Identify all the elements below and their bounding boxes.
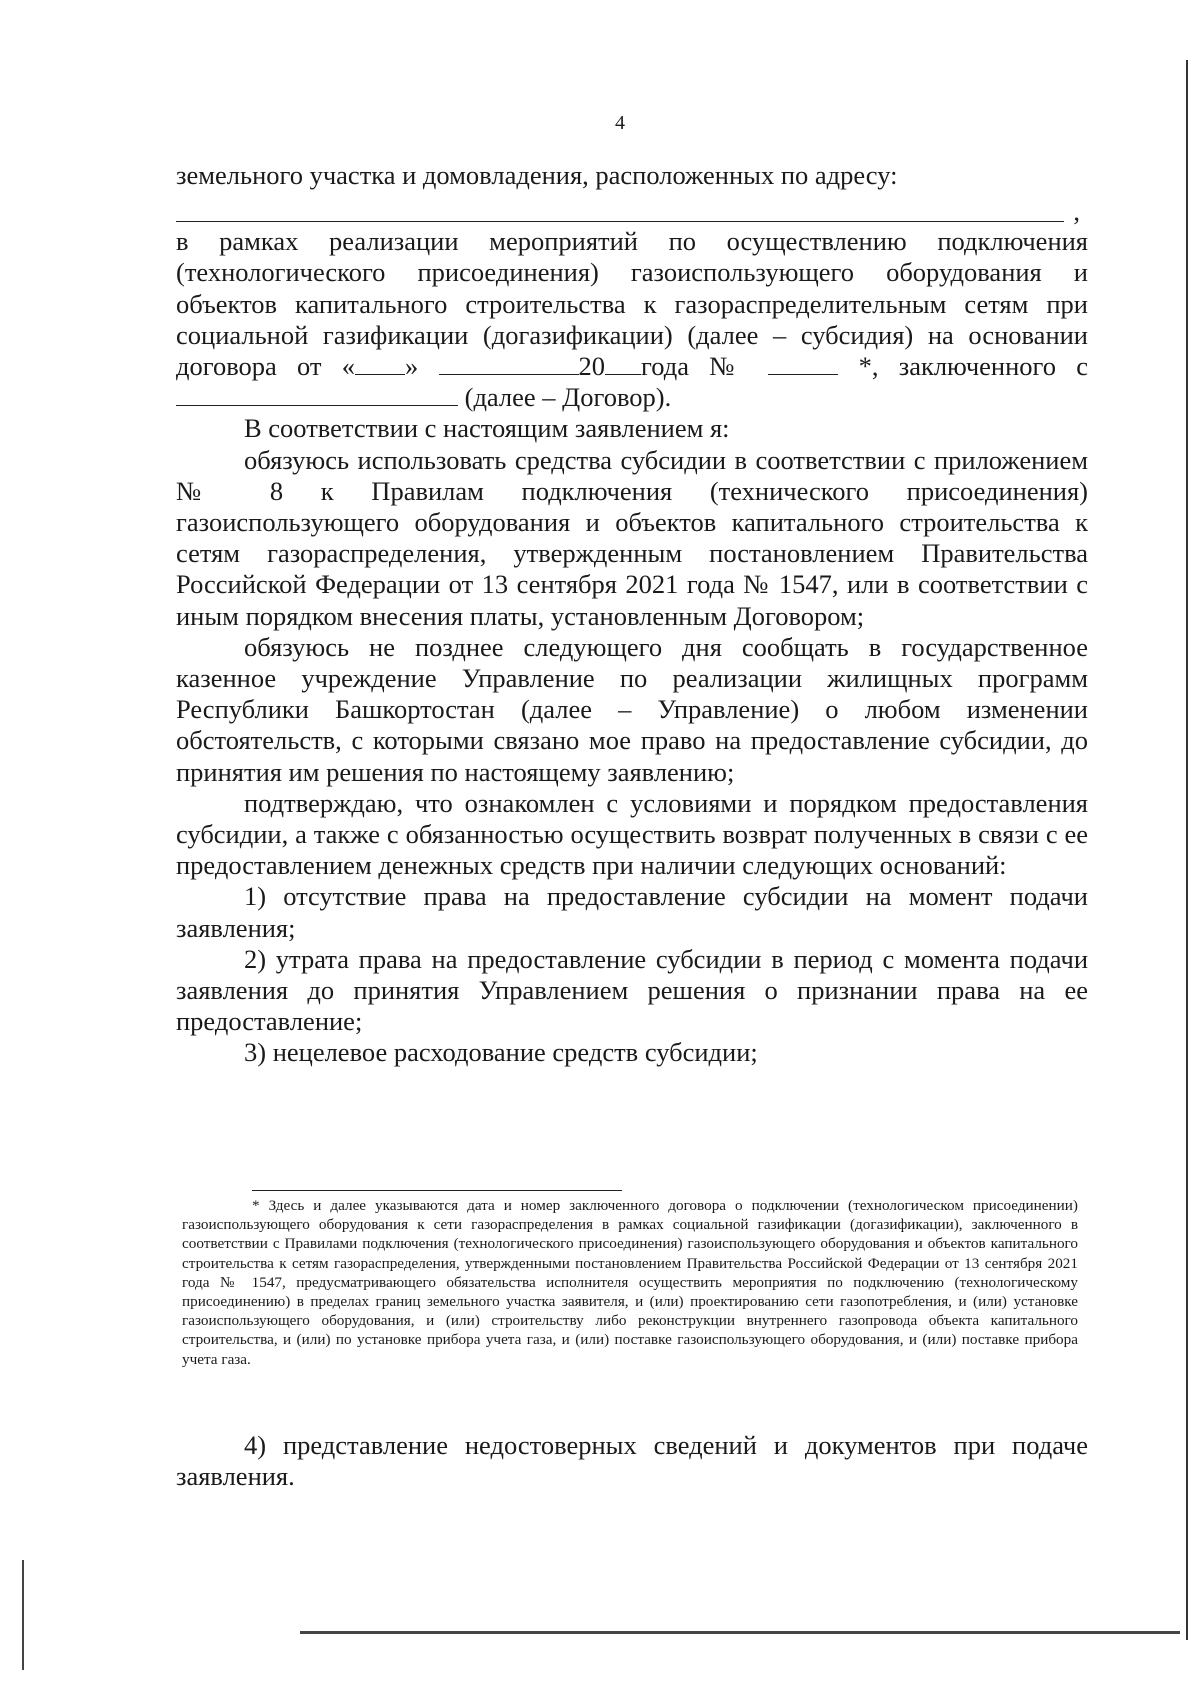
list-item-4: 4) представление недостоверных сведений и документов при подаче заявления. [176, 1430, 1088, 1492]
contractor-blank [176, 383, 458, 406]
address-blank-line [176, 191, 1080, 226]
scan-edge-right [1186, 60, 1188, 1640]
paragraph-obligation-notify: обязуюсь не позднее следующего дня сообщать в государственное казенное учреждение Управление по реализации жилищных программ Республики Башкортостан (далее – Управление) о любом изменении обстоятельств, с которыми связано мое право на предоставление субсидии, до принятия им решения по настоящему заявлению; [176, 631, 1088, 787]
contract-day-blank [355, 352, 405, 375]
list-item-2: 2) утрата права на предоставление субсидии в период с момента подачи заявления до принятия Управлением решения о признании права на ее предоставление; [176, 943, 1088, 1037]
footnote-separator [252, 1190, 622, 1191]
page-number: 4 [615, 112, 625, 134]
main-text [176, 160, 1088, 1069]
footnote [182, 1196, 1078, 1369]
scan-edge-bottom [300, 1631, 1180, 1634]
intro-line: земельного участка и домовладения, расположенных по адресу: [176, 160, 898, 190]
footnote-text: * Здесь и далее указываются дата и номер заключенного договора о подключении (технологическом присоединении) газоиспользующего оборудования к сети газораспределения в рамках социальной газификации (догазификации), заключенного в соответствии с Правилами подключения (технологического присоединения) газоиспользующего оборудования и объектов капитального строительства к сетям газораспределения, утвержденными постановлением Правительства Российской Федерации от 13 сентября 2021 года № 1547, предусматривающего обязательства исполнителя осуществить мероприятия по подключению (технологическому присоединению) в пределах границ земельного участка заявителя, и (или) проектированию сети газопотребления, и (или) установке газоиспользующего оборудования, и (или) строительству либо реконструкции внутреннего газопровода объекта капитального строительства, и (или) по установке прибора учета газа, и (или) поставке газоиспользующего оборудования, и (или) поставке прибора учета газа. [182, 1197, 1078, 1368]
contract-month-blank [439, 352, 579, 375]
paragraph-subsidy-purpose: в рамках реализации мероприятий по осуществлению подключения (технологического присоединения) газоиспользующего оборудования и объектов капитального строительства к газораспределительным сетям при социальной газификации (догазификации) (далее – субсидия) на основании договора от « » 20 года № *, заключенного с (далее – Договор). [176, 226, 1089, 413]
tail-text [176, 1430, 1088, 1492]
contract-year-blank [605, 352, 641, 375]
paragraph-obligation-use: обязуюсь использовать средства субсидии в соответствии с приложением № 8 к Правилам подключения (технического присоединения) газоиспользующего оборудования и объектов капитального строительства к сетям газораспределения, утвержденным постановлением Правительства Российской Федерации от 13 сентября 2021 года № 1547, или в соответствии с иным порядком внесения платы, установленным Договором; [176, 444, 1088, 631]
list-item-3: 3) нецелевое расходование средств субсидии; [244, 1037, 758, 1068]
scan-edge-left [22, 1560, 24, 1670]
address-comma: , [1073, 196, 1080, 226]
paragraph-declaration: В соответствии с настоящим заявлением я: [244, 413, 730, 444]
contract-number-blank [768, 352, 838, 375]
paragraph-confirmation: подтверждаю, что ознакомлен с условиями и порядком предоставления субсидии, а также с обязанностью осуществить возврат полученных в связи с ее предоставлением денежных средств при наличии следующих оснований: [176, 787, 1088, 881]
list-item-1: 1) отсутствие права на предоставление субсидии на момент подачи заявления; [176, 881, 1088, 943]
